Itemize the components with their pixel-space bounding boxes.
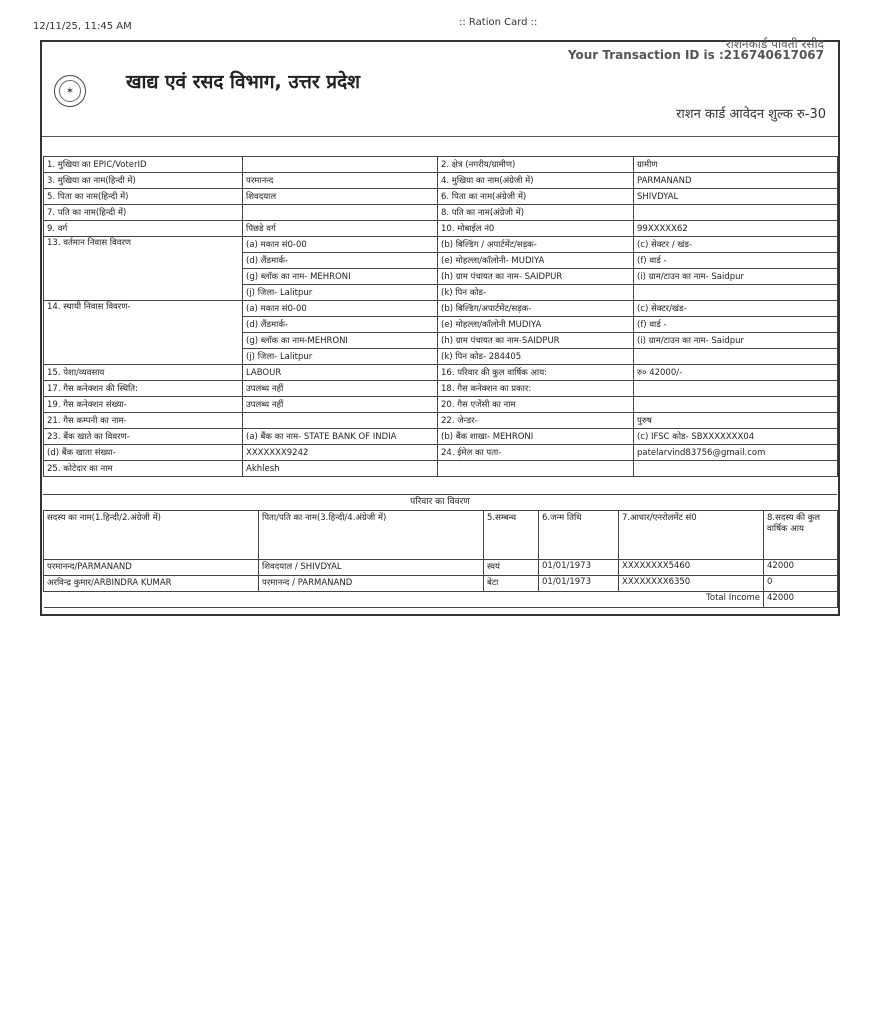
address-part: (c) सेक्टर/खंड- [634, 301, 838, 317]
field-value: Akhlesh [243, 461, 438, 477]
total-income-value: 42000 [764, 592, 838, 608]
field-label: 3. मुखिया का नाम(हिन्दी में) [44, 173, 243, 189]
field-value: ग्रामीण [634, 157, 838, 173]
address-part: (j) जिला- Lalitpur [243, 349, 438, 365]
field-label: 25. कोटेदार का नाम [44, 461, 243, 477]
table-row [44, 381, 838, 397]
field-label: 19. गैस कनेक्शन संख्या- [44, 397, 243, 413]
table-row [44, 397, 838, 413]
field-label: 18. गैस कनेक्शन का प्रकार: [438, 381, 634, 397]
family-member-row [44, 560, 838, 576]
field-label: 1. मुखिया का EPIC/VoterID [44, 157, 243, 173]
table-row [44, 221, 838, 237]
member-relation: बेटा [484, 576, 539, 592]
member-dob: 01/01/1973 [539, 560, 619, 576]
table-row [44, 157, 838, 173]
address-part: (a) मकान सं0-00 [243, 301, 438, 317]
field-value: रु० 42000/- [634, 365, 838, 381]
department-title: खाद्य एवं रसद विभाग, उत्तर प्रदेश [126, 71, 361, 93]
address-part: (i) ग्राम/टाउन का नाम- Saidpur [634, 269, 838, 285]
address-part: (f) वार्ड - [634, 253, 838, 269]
member-aadhaar: XXXXXXXX6350 [619, 576, 764, 592]
column-header: पिता/पति का नाम(3.हिन्दी/4.अंग्रेजी में) [259, 511, 484, 560]
column-header: 7.आधार/एनरोलमेंट सं0 [619, 511, 764, 560]
field-label: 6. पिता का नाम(अंग्रेजी में) [438, 189, 634, 205]
field-value: पुरुष [634, 413, 838, 429]
field-label: 22. जेन्डर- [438, 413, 634, 429]
table-row [44, 365, 838, 381]
address-part: (k) पिन कोड- [438, 285, 634, 301]
address-part: (b) बिल्डिंग/अपार्टमेंट/सड़क- [438, 301, 634, 317]
field-label: 24. ईमेल का पता- [438, 445, 634, 461]
table-row [44, 189, 838, 205]
table-row [44, 445, 838, 461]
field-value: patelarvind83756@gmail.com [634, 445, 838, 461]
field-value: शिवदयाल [243, 189, 438, 205]
address-part: (i) ग्राम/टाउन का नाम- Saidpur [634, 333, 838, 349]
field-label: (b) बैंक शाखा- MEHRONI [438, 429, 634, 445]
total-income-row [44, 592, 838, 608]
member-name: अरविन्द्र कुमार/ARBINDRA KUMAR [44, 576, 259, 592]
address-part [634, 349, 838, 365]
current-address-label: 13. वर्तमान निवास विवरण [44, 237, 243, 301]
receipt-heading: राशनकार्ड पावती रसीद [725, 37, 824, 51]
family-member-row [44, 576, 838, 592]
address-part: (f) वार्ड - [634, 317, 838, 333]
table-row [44, 461, 838, 477]
field-value [634, 461, 838, 477]
table-row [44, 205, 838, 221]
member-income: 0 [764, 576, 838, 592]
permanent-address-label: 14. स्थायी निवास विवरण- [44, 301, 243, 365]
column-header: 8.सदस्य की कुल वार्षिक आय [764, 511, 838, 560]
header-divider [42, 136, 838, 137]
member-name: परमानन्द/PARMANAND [44, 560, 259, 576]
details-table [43, 156, 838, 477]
column-header: 6.जन्म तिथि [539, 511, 619, 560]
field-label: 15. पेशा/व्यवसाय [44, 365, 243, 381]
field-label: 7. पति का नाम(हिन्दी में) [44, 205, 243, 221]
field-value: SHIVDYAL [634, 189, 838, 205]
address-part: (e) मोहल्ला/कॉलोनी- MUDIYA [438, 253, 634, 269]
table-row [44, 173, 838, 189]
field-value: (c) IFSC कोड- SBXXXXXXX04 [634, 429, 838, 445]
field-value: परमानन्द [243, 173, 438, 189]
family-section-title: परिवार का विवरण [43, 494, 837, 511]
field-label: 16. परिवार की कुल वार्षिक आय: [438, 365, 634, 381]
address-part [634, 285, 838, 301]
transaction-id: Your Transaction ID is :216740617067 [567, 48, 824, 62]
address-part: (j) जिला- Lalitpur [243, 285, 438, 301]
field-value [243, 413, 438, 429]
field-label [438, 461, 634, 477]
field-value: (a) बैंक का नाम- STATE BANK OF INDIA [243, 429, 438, 445]
field-value [634, 397, 838, 413]
member-dob: 01/01/1973 [539, 576, 619, 592]
address-part: (h) ग्राम पंचायत का नाम-SAIDPUR [438, 333, 634, 349]
field-label: 23. बैंक खाते का विवरण- [44, 429, 243, 445]
print-title: :: Ration Card :: [459, 17, 538, 28]
address-part: (g) ब्लॉक का नाम-MEHRONI [243, 333, 438, 349]
address-part: (b) बिल्डिंग / अपार्टमेंट/सड़क- [438, 237, 634, 253]
field-value: 99XXXXX62 [634, 221, 838, 237]
field-label: 17. गैस कनेक्शन की स्थिति: [44, 381, 243, 397]
address-part: (k) पिन कोड- 284405 [438, 349, 634, 365]
field-value [634, 381, 838, 397]
field-label: 4. मुखिया का नाम(अंग्रेजी में) [438, 173, 634, 189]
top-border [42, 40, 838, 42]
application-fee: राशन कार्ड आवेदन शुल्क रु-30 [676, 107, 826, 122]
field-value [634, 205, 838, 221]
bottom-border [42, 614, 838, 616]
permanent-address-row [44, 301, 838, 317]
field-label: 5. पिता का नाम(हिन्दी में) [44, 189, 243, 205]
field-label: 20. गैस एजेंसी का नाम [438, 397, 634, 413]
field-value: उपलब्ध नहीं [243, 397, 438, 413]
member-income: 42000 [764, 560, 838, 576]
field-label: 10. मोबाईल नं0 [438, 221, 634, 237]
column-header: सदस्य का नाम(1.हिन्दी/2.अंग्रेजी में) [44, 511, 259, 560]
address-part: (a) मकान सं0-00 [243, 237, 438, 253]
total-income-label: Total Income [44, 592, 764, 608]
field-value: पिछडे वर्ग [243, 221, 438, 237]
up-emblem-logo: ✶ [54, 75, 86, 107]
address-part: (d) लैंडमार्क- [243, 317, 438, 333]
field-value: LABOUR [243, 365, 438, 381]
field-value [243, 205, 438, 221]
member-relation: स्वयं [484, 560, 539, 576]
family-table [43, 510, 838, 608]
field-label: (d) बैंक खाता संख्या- [44, 445, 243, 461]
field-value: PARMANAND [634, 173, 838, 189]
member-father-name: परमानन्द / PARMANAND [259, 576, 484, 592]
field-label: 8. पति का नाम(अंग्रेजी में) [438, 205, 634, 221]
table-row [44, 429, 838, 445]
member-father-name: शिवदयाल / SHIVDYAL [259, 560, 484, 576]
table-row [44, 413, 838, 429]
address-part: (e) मोहल्ला/कॉलोनी MUDIYA [438, 317, 634, 333]
current-address-row [44, 237, 838, 253]
field-value: उपलब्ध नहीं [243, 381, 438, 397]
field-value [243, 157, 438, 173]
field-label: 9. वर्ग [44, 221, 243, 237]
field-label: 2. क्षेत्र (नगरीय/ग्रामीण) [438, 157, 634, 173]
receipt-document [40, 37, 840, 616]
column-header: 5.सम्बन्ध [484, 511, 539, 560]
address-part: (h) ग्राम पंचायत का नाम- SAIDPUR [438, 269, 634, 285]
field-label: 21. गैस कम्पनी का नाम- [44, 413, 243, 429]
address-part: (c) सेक्टर / खंड- [634, 237, 838, 253]
print-datetime: 12/11/25, 11:45 AM [33, 21, 132, 32]
address-part: (d) लैंडमार्क- [243, 253, 438, 269]
address-part: (g) ब्लॉक का नाम- MEHRONI [243, 269, 438, 285]
family-header-row [44, 511, 838, 560]
field-value: XXXXXXX9242 [243, 445, 438, 461]
member-aadhaar: XXXXXXXX5460 [619, 560, 764, 576]
